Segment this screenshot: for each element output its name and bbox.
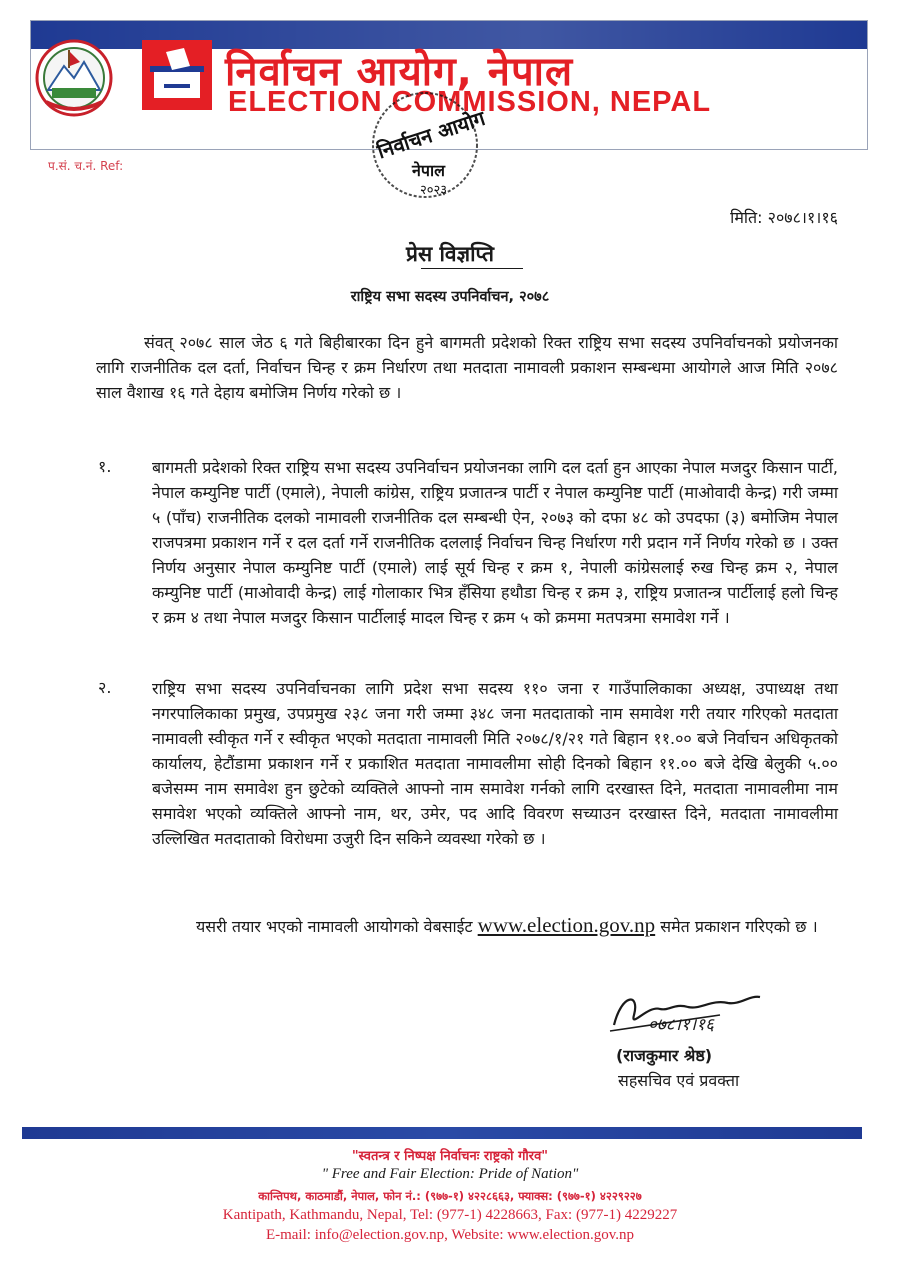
point-number: २. [98,678,112,697]
signature-date: ०७८।१।१६ [648,1015,714,1035]
footer-contact: E-mail: info@election.gov.np, Website: www.election.gov.np [265,1227,635,1243]
commission-title-english: ELECTION COMMISSION, NEPAL [228,86,712,118]
stamp-line-3: २०२३ [420,183,448,198]
reference-label: प.सं. च.नं. Ref: [48,159,124,173]
website-link[interactable]: www.election.gov.np [477,913,656,937]
page-title: प्रेस विज्ञप्ति [406,242,494,266]
point-text: राष्ट्रिय सभा सदस्य उपनिर्वाचनका लागि प्रदेश सभा सदस्य ११० जना र गाउँपालिकाका अध्यक्ष, उपाध्यक्ष तथा नगरपालिकाका प्रमुख, उपप्रमुख २३८ जना गरी जम्मा ३४८ जना मतदाताको नाम समावेश गरी तयार गरिएको मतदाता नामावली स्वीकृत गर्ने र स्वीकृत भएको मतदाता नामावली मिति २०७८/१/२१ गते बिहान ११.०० बजे निर्वाचन अधिकृतको कार्यालय, हेटौंडामा प्रकाशन गर्ने र प्रकाशित मतदाता नामावलीमा सोही दिनको बिहान ११.०० बजे देखि बेलुकी ५.०० बजेसम्म नाम समावेश हुन छुटेको व्यक्तिले आफ्नो नाम समावेश गर्नको लागि दरखास्त दिने, मतदाता नामावलीमा नाम समावेश भएको व्यक्तिले आफ्नो नाम, थर, उमेर, पद आदि विवरण सच्याउन दरखास्त दिने, मतदाता नामावलीमा उल्लिखित मतदाताको विरोधमा उजुरी दिन सकिने व्यवस्था गरेको छ । [152,679,838,848]
signer-designation: सहसचिव एवं प्रवक्ता [618,1071,740,1090]
footer-address-nepali: कान्तिपथ, काठमाडौं, नेपाल, फोन नं.: (९७७-१) ४२२८६६३, फ्याक्स: (९७७-१) ४२२९२२७ [258,1189,642,1203]
closing-paragraph [116,913,838,939]
signer-name: (राजकुमार श्रेष्ठ) [616,1046,713,1065]
issue-date: मिति: २०७८।१।१६ [730,208,838,227]
point-number: १. [98,457,112,476]
closing-text-before: यसरी तयार भएको नामावली आयोगको वेबसाईट [196,917,478,936]
closing-text-after: समेत प्रकाशन गरिएको छ । [655,917,818,936]
footer-motto-english: " Free and Fair Election: Pride of Nation" [321,1166,579,1182]
ballot-box-logo-icon [142,40,212,110]
footer-motto-nepali: "स्वतन्त्र र निष्पक्ष निर्वाचनः राष्ट्रको गौरव" [351,1149,549,1164]
stamp-line-2: नेपाल [412,161,445,180]
page-subtitle: राष्ट्रिय सभा सदस्य उपनिर्वाचन, २०७८ [350,289,550,305]
stamp-line-1: निर्वाचन आयोग [374,105,488,164]
official-stamp [360,80,490,210]
footer-blue-band [22,1127,862,1139]
commission-title-nepali: निर्वाचन आयोग, नेपाल [225,49,574,95]
footer-address-english: Kantipath, Kathmandu, Nepal, Tel: (977-1) 4228663, Fax: (977-1) 4229227 [222,1207,678,1223]
point-text: बागमती प्रदेशको रिक्त राष्ट्रिय सभा सदस्य उपनिर्वाचन प्रयोजनका लागि दल दर्ता हुन आएका नेपाल मजदुर किसान पार्टी, नेपाल कम्युनिष्ट पार्टी (एमाले), नेपाली कांग्रेस, राष्ट्रिय प्रजातन्त्र पार्टी र नेपाल कम्युनिष्ट पार्टी (माओवादी केन्द्र) गरी जम्मा ५ (पाँच) राजनीतिक दलको नामावली राजनीतिक दल सम्बन्धी ऐन, २०७३ को दफा ४८ को उपदफा (३) बमोजिम नेपाल राजपत्रमा प्रकाशन गर्ने र दल दर्ता गर्ने राजनीतिक दललाई निर्वाचन चिन्ह निर्धारण गरी प्रदान गर्ने निर्णय गरेको छ । उक्त निर्णय अनुसार नेपाल कम्युनिष्ट पार्टी (एमाले) लाई सूर्य चिन्ह र क्रम १, नेपाली कांग्रेसलाई रुख चिन्ह क्रम २, नेपाल कम्युनिष्ट पार्टी (माओवादी केन्द्र) लाई गोलाकार भित्र हँसिया हथौडा चिन्ह र क्रम ३, राष्ट्रिय प्रजातन्त्र पार्टीलाई हलो चिन्ह र क्रम ४ तथा नेपाल मजदुर किसान पार्टीलाई मादल चिन्ह र क्रम ५ को क्रममा मतपत्रमा समावेश गर्ने । [152,458,838,627]
title-underline [421,268,523,269]
intro-paragraph: संवत् २०७८ साल जेठ ६ गते बिहीबारका दिन हुने बागमती प्रदेशको रिक्त राष्ट्रिय सभा सदस्य उपनिर्वाचनको प्रयोजनका लागि राजनीतिक दल दर्ता, निर्वाचन चिन्ह र क्रम निर्धारण तथा मतदाता नामावली प्रकाशन सम्बन्धमा आयोगले आज मिति २०७८ साल वैशाख १६ गते देहाय बमोजिम निर्णय गरेको छ । [96,333,838,402]
nepal-emblem-icon [34,38,114,118]
